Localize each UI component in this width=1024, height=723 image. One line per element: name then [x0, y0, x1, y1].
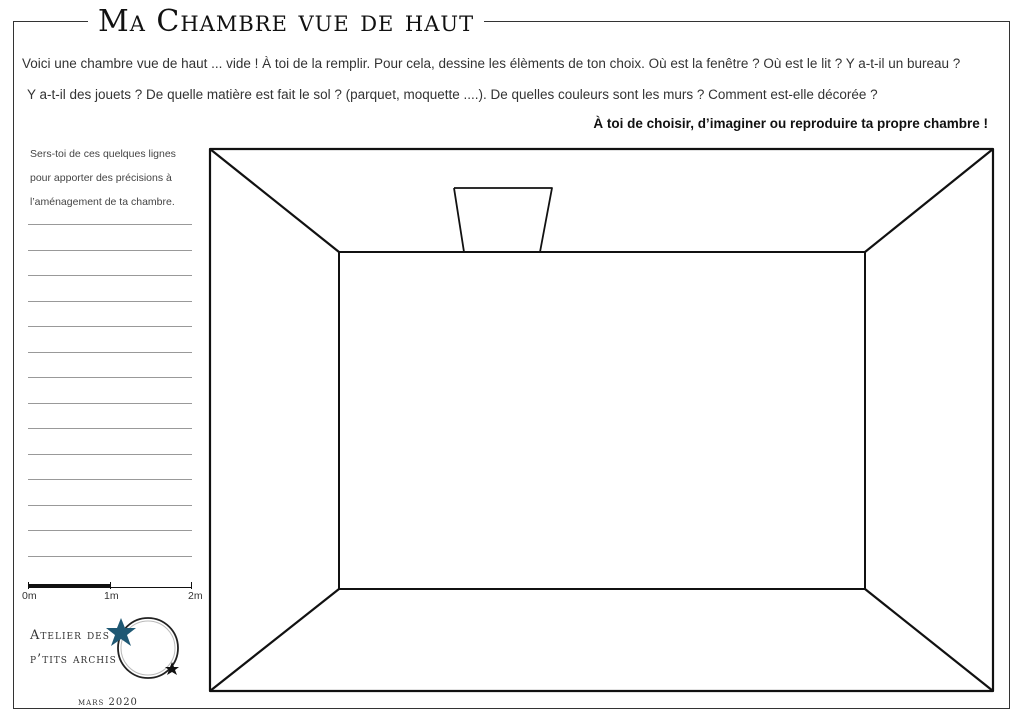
writing-line[interactable]	[28, 377, 192, 403]
writing-line[interactable]	[28, 403, 192, 429]
page-title: Ma Chambre vue de haut	[88, 4, 484, 40]
writing-line[interactable]	[28, 454, 192, 480]
writing-line[interactable]	[28, 530, 192, 556]
call-to-action: À toi de choisir, d’imaginer ou reproduire ta propre chambre !	[593, 116, 988, 131]
writing-line[interactable]	[28, 326, 192, 352]
logo-circle-star-icon	[104, 614, 188, 680]
writing-line[interactable]	[28, 556, 192, 582]
scale-label-0: 0m	[22, 590, 37, 602]
intro-line-1: Voici une chambre vue de haut ... vide ! À toi de la remplir. Pour cela, dessine les élèments de ton choix. Où est la fenêtre ? Où est le lit ? Y a-t-il un bureau ?	[22, 56, 961, 71]
writing-line[interactable]	[28, 352, 192, 378]
notes-lines[interactable]	[28, 224, 192, 581]
scale-label-2: 2m	[188, 590, 203, 602]
writing-line[interactable]	[28, 224, 192, 250]
intro-line-2: Y a-t-il des jouets ? De quelle matière est fait le sol ? (parquet, moquette ....). De quelles couleurs sont les murs ? Comment est-elle décorée ?	[27, 87, 878, 102]
room-floor-plan[interactable]	[205, 145, 997, 695]
footer-date: mars 2020	[70, 697, 146, 708]
logo-line-2: p’tits archis	[30, 652, 117, 667]
writing-line[interactable]	[28, 505, 192, 531]
writing-line[interactable]	[28, 428, 192, 454]
writing-line[interactable]	[28, 250, 192, 276]
writing-line[interactable]	[28, 301, 192, 327]
writing-line[interactable]	[28, 479, 192, 505]
notes-instruction: Sers-toi de ces quelques lignes pour apporter des précisions à l’aménagement de ta chambre.	[30, 148, 176, 208]
writing-line[interactable]	[28, 275, 192, 301]
logo-line-1: Atelier des	[30, 628, 110, 643]
scale-label-1: 1m	[104, 590, 119, 602]
